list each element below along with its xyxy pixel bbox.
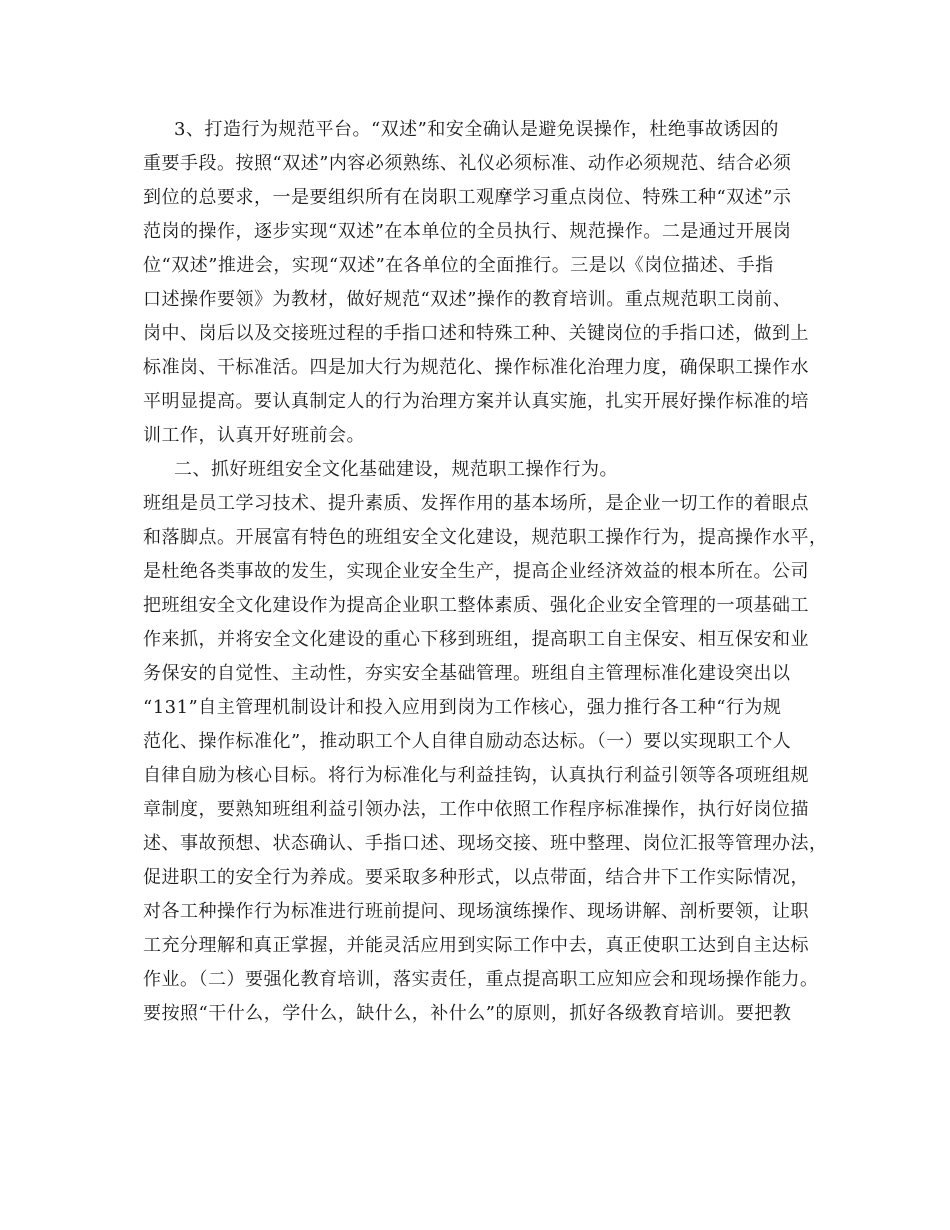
- text-line: 作业。（二）要强化教育培训，落实责任，重点提高职工应知应会和现场操作能力。: [143, 969, 819, 990]
- text-line: 重要手段。按照“双述”内容必须熟练、礼仪必须标准、动作必须规范、结合必须: [143, 153, 792, 174]
- text-line: 务保安的自觉性、主动性，夯实安全基础管理。班组自主管理标准化建设突出以: [143, 663, 791, 684]
- text-line: 是杜绝各类事故的发生，实现企业安全生产，提高企业经济效益的根本所在。公司: [143, 561, 809, 582]
- text-line: 平明显提高。要认真制定人的行为治理方案并认真实施，扎实开展好操作标准的培: [143, 391, 809, 412]
- text-line: 作来抓，并将安全文化建设的重心下移到班组，提高职工自主保安、相互保安和业: [143, 629, 809, 650]
- text-line: 岗中、岗后以及交接班过程的手指口述和特殊工种、关键岗位的手指口述，做到上: [143, 323, 809, 344]
- text-line: 把班组安全文化建设作为提高企业职工整体素质、强化企业安全管理的一项基础工: [143, 595, 809, 616]
- text-line: 3、打造行为规范平台。“双述”和安全确认是避免误操作，杜绝事故诱因的: [174, 119, 779, 140]
- text-line: 和落脚点。开展富有特色的班组安全文化建设，规范职工操作行为，提高操作水平，: [143, 527, 828, 548]
- text-line: 位“双述”推进会，实现“双述”在各单位的全面推行。三是以《岗位描述、手指: [143, 255, 774, 276]
- text-line: 工充分理解和真正掌握，并能灵活应用到实际工作中去，真正使职工达到自主达标: [143, 935, 809, 956]
- text-line: 述、事故预想、状态确认、手指口述、现场交接、班中整理、岗位汇报等管理办法，: [143, 833, 828, 854]
- text-line: 训工作，认真开好班前会。: [143, 425, 365, 446]
- section-heading: 二、抓好班组安全文化基础建设，规范职工操作行为。: [174, 459, 618, 480]
- text-line: 要按照“干什么，学什么，缺什么，补什么”的原则，抓好各级教育培训。要把教: [143, 1003, 792, 1024]
- text-line: 班组是员工学习技术、提升素质、发挥作用的基本场所，是企业一切工作的着眼点: [143, 493, 809, 514]
- text-line: 范化、操作标准化”，推动职工个人自律自励动态达标。（一）要以实现职工个人: [143, 731, 792, 752]
- text-line: 范岗的操作，逐步实现“双述”在本单位的全员执行、规范操作。二是通过开展岗: [143, 221, 792, 242]
- text-line: 对各工种操作行为标准进行班前提问、现场演练操作、现场讲解、剖析要领，让职: [143, 901, 809, 922]
- text-line: “131”自主管理机制设计和投入应用到岗为工作核心，强力推行各工种“行为规: [143, 697, 782, 718]
- text-line: 标准岗、干标准活。四是加大行为规范化、操作标准化治理力度，确保职工操作水: [143, 357, 809, 378]
- text-line: 口述操作要领》为教材，做好规范“双述”操作的教育培训。重点规范职工岗前、: [143, 289, 792, 310]
- text-line: 章制度，要熟知班组利益引领办法，工作中依照工作程序标准操作，执行好岗位描: [143, 799, 809, 820]
- text-line: 到位的总要求，一是要组织所有在岗职工观摩学习重点岗位、特殊工种“双述”示: [143, 187, 792, 208]
- text-line: 自律自励为核心目标。将行为标准化与利益挂钩，认真执行利益引领等各项班组规: [143, 765, 809, 786]
- text-line: 促进职工的安全行为养成。要采取多种形式，以点带面，结合井下工作实际情况，: [143, 867, 809, 888]
